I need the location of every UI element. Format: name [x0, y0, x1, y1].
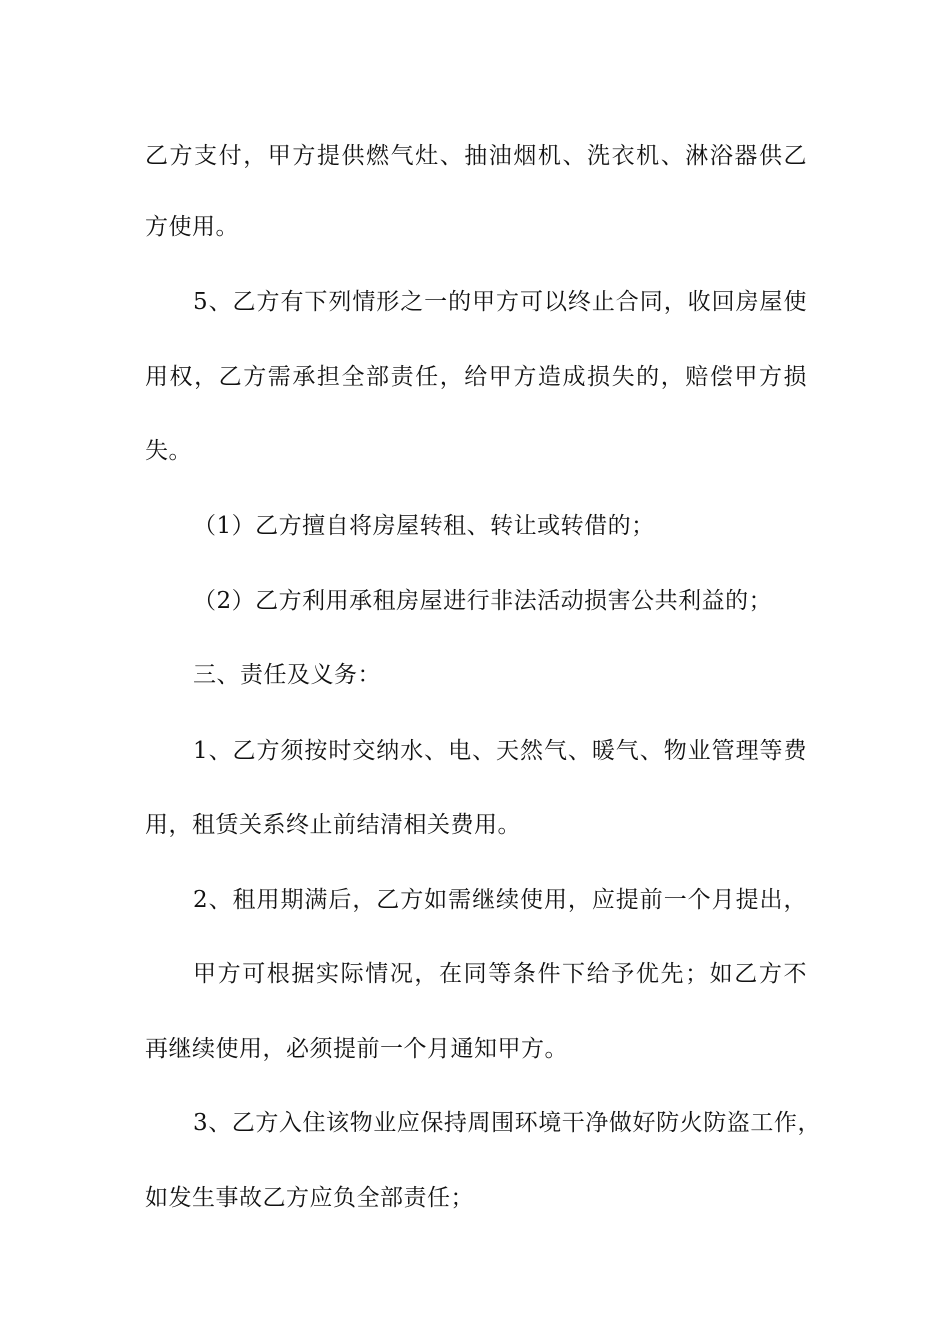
- paragraph-line: 用权，乙方需承担全部责任，给甲方造成损失的，赔偿甲方损: [145, 364, 807, 390]
- paragraph-line: 1、乙方须按时交纳水、电、天然气、暖气、物业管理等费: [193, 738, 807, 764]
- paragraph-line: 用，租赁关系终止前结清相关费用。: [145, 812, 521, 838]
- list-item: （2）乙方利用承租房屋进行非法活动损害公共利益的；: [193, 588, 773, 614]
- paragraph-line: 失。: [145, 438, 192, 464]
- paragraph-line: 方使用。: [145, 214, 239, 240]
- paragraph-line: 3、乙方入住该物业应保持周围环境干净做好防火防盗工作，: [193, 1110, 821, 1136]
- paragraph-line: 乙方支付，甲方提供燃气灶、抽油烟机、洗衣机、淋浴器供乙: [145, 143, 807, 169]
- section-heading: 三、责任及义务：: [193, 662, 381, 688]
- list-item: （1）乙方擅自将房屋转租、转让或转借的；: [193, 513, 655, 539]
- paragraph-line: 2、租用期满后，乙方如需继续使用，应提前一个月提出，: [193, 887, 807, 913]
- paragraph-line: 5、乙方有下列情形之一的甲方可以终止合同，收回房屋使: [193, 289, 807, 315]
- paragraph-line: 甲方可根据实际情况，在同等条件下给予优先；如乙方不: [193, 961, 807, 987]
- paragraph-line: 如发生事故乙方应负全部责任；: [145, 1185, 474, 1211]
- paragraph-line: 再继续使用，必须提前一个月通知甲方。: [145, 1036, 568, 1062]
